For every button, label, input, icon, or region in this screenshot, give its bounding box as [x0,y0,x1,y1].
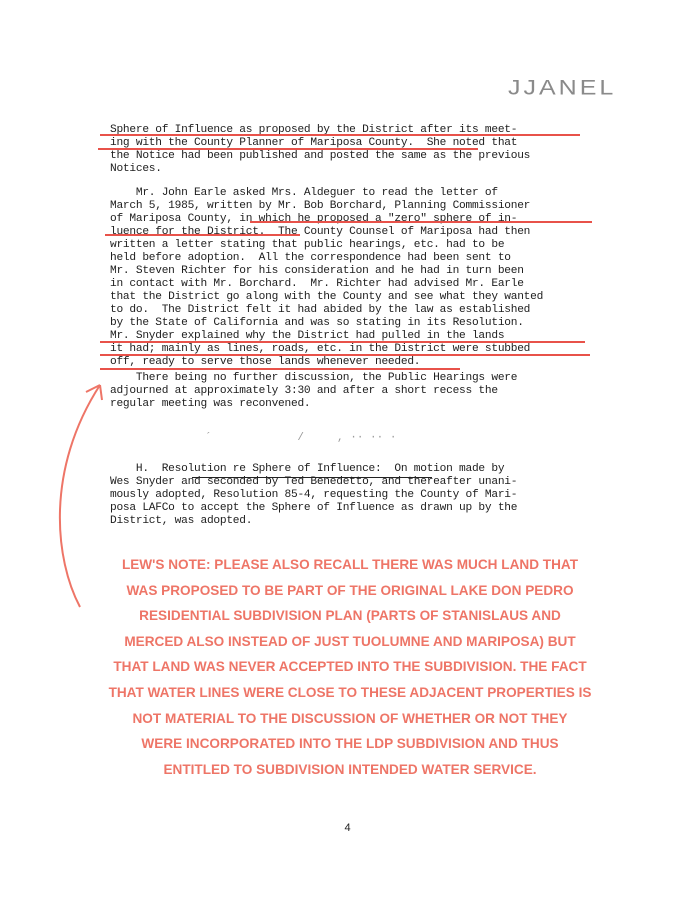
stamp-mark: JJANEL [508,76,617,100]
text-line: written a letter stating that public hearings, etc. had to be [110,239,505,251]
text-line: ing with the County Planner of Mariposa County. She noted that [110,137,518,149]
text-line: held before adoption. All the correspondence had been sent to [110,252,511,264]
note-line: THAT LAND WAS NEVER ACCEPTED INTO THE SUBDIVISION. THE FACT [113,659,587,675]
note-line: WERE INCORPORATED INTO THE LDP SUBDIVISION AND THUS [141,736,559,752]
text-line: in contact with Mr. Borchard. Mr. Richter had advised Mr. Earle [110,278,524,290]
text-line: luence for the District. The County Counsel of Mariposa had then [110,226,531,238]
text-line: Sphere of Influence as proposed by the District after its meet- [110,124,518,136]
text-line: off, ready to serve those lands whenever needed. [110,356,421,368]
text-line: Wes Snyder and seconded by Ted Benedetto, and thereafter unani- [110,476,518,488]
text-line: mously adopted, Resolution 85-4, requesting the County of Mari- [110,489,518,501]
text-line: of Mariposa County, in which he proposed a "zero" sphere of in- [110,213,518,225]
text-line: posa LAFCo to accept the Sphere of Influence as drawn up by the [110,502,518,514]
text-line: There being no further discussion, the Public Hearings were [110,372,518,384]
text-line: Mr. Steven Richter for his consideration and he had in turn been [110,265,524,277]
text-line: it had; mainly as lines, roads, etc. in the District were stubbed [110,343,531,355]
text-line: adjourned at approximately 3:30 and after a short recess the [110,385,498,397]
note-line: MERCED ALSO INSTEAD OF JUST TUOLUMNE AND MARIPOSA) BUT [124,633,576,649]
text-line: regular meeting was reconvened. [110,398,311,410]
text-line: Notices. [110,163,162,175]
text-line: the Notice had been published and posted the same as the previous [110,150,531,162]
note-line: NOT MATERIAL TO THE DISCUSSION OF WHETHER OR NOT THEY [132,710,568,726]
text-line: that the District go along with the County and see what they wanted [110,291,544,303]
faint-mark: ´ / , ·· ·· · [205,432,397,444]
note-line: LEW'S NOTE: PLEASE ALSO RECALL THERE WAS MUCH LAND THAT [121,557,579,572]
note-line: THAT WATER LINES WERE CLOSE TO THESE ADJACENT PROPERTIES IS [108,684,592,700]
text-line: to do. The District felt it had abided by the law as established [110,304,531,316]
text-line: District, was adopted. [110,515,253,527]
page-number: 4 [344,822,351,834]
handwritten-note [55,552,645,782]
note-line: WAS PROPOSED TO BE PART OF THE ORIGINAL LAKE DON PEDRO [126,582,574,598]
note-line: ENTITLED TO SUBDIVISION INTENDED WATER SERVICE. [163,761,537,777]
text-line: H. Resolution re Sphere of Influence: On motion made by [110,463,505,475]
text-line: Mr. John Earle asked Mrs. Aldeguer to read the letter of [110,187,498,199]
text-line: Mr. Snyder explained why the District had pulled in the lands [110,330,505,342]
note-line: RESIDENTIAL SUBDIVISION PLAN (PARTS OF STANISLAUS AND [139,608,561,624]
text-line: by the State of California and was so stating in its Resolution. [110,317,524,329]
text-line: March 5, 1985, written by Mr. Bob Borchard, Planning Commissioner [110,200,531,212]
